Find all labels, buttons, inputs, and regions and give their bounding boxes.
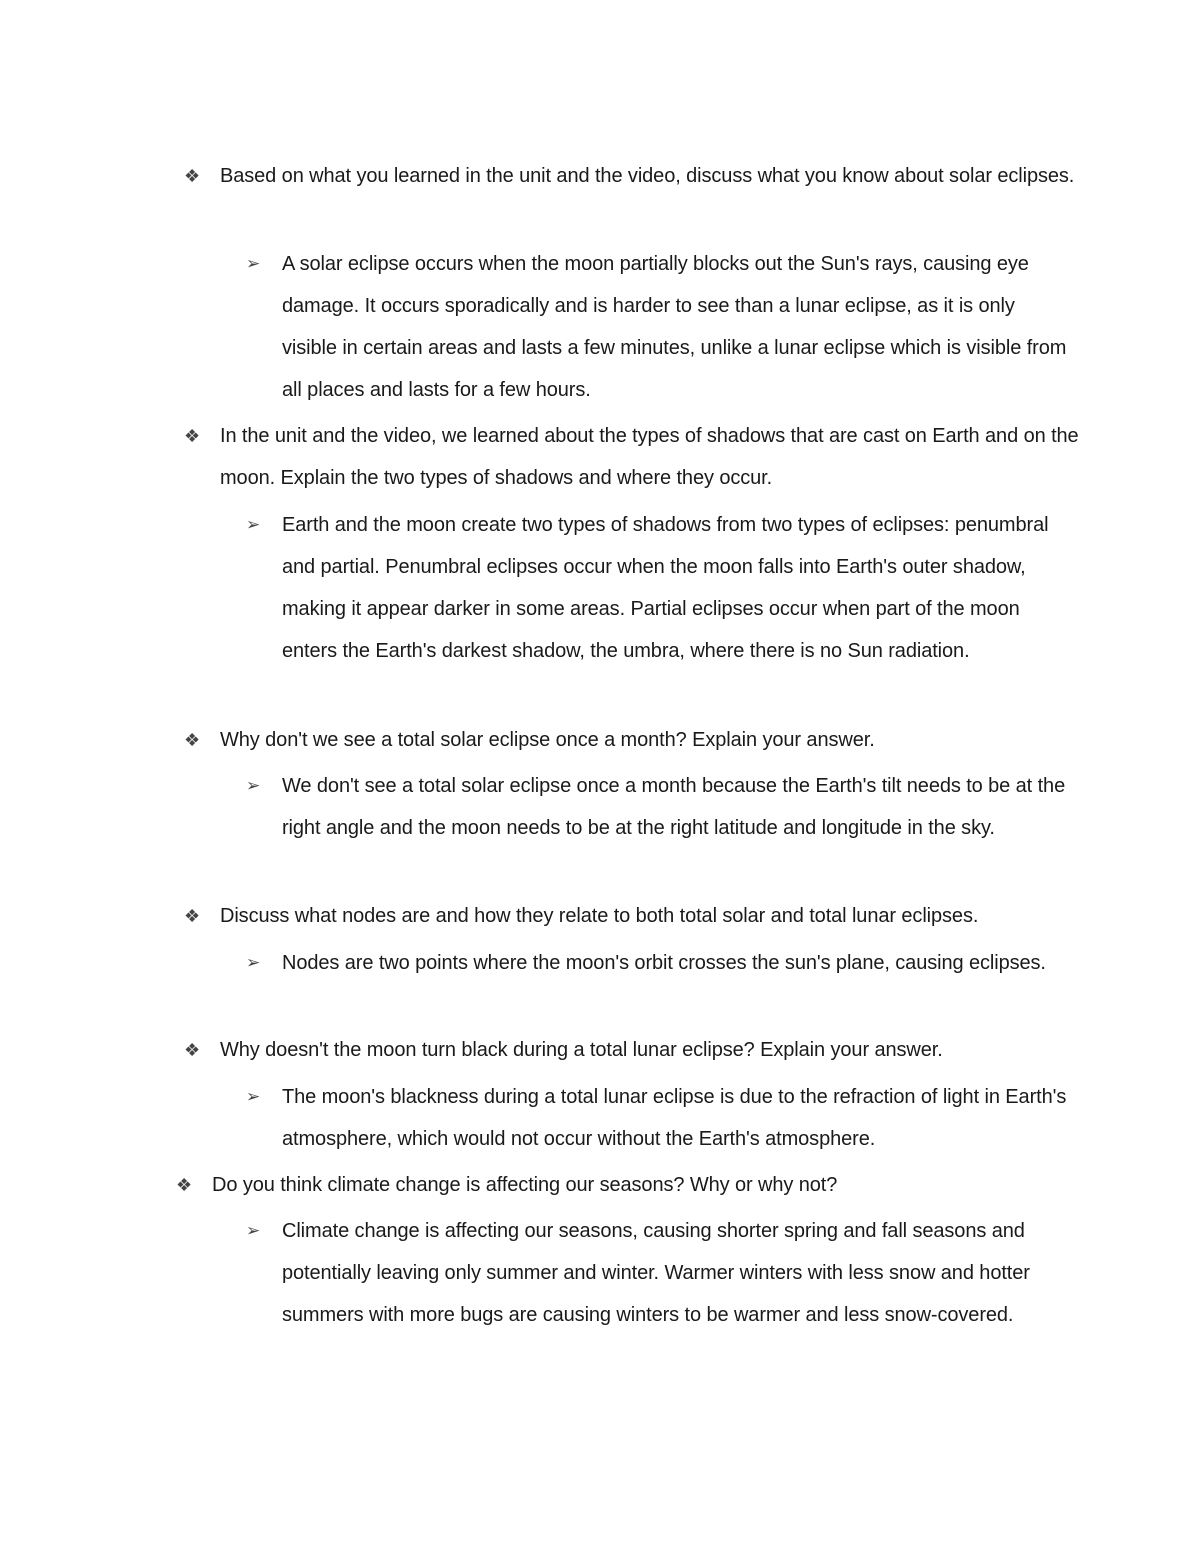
diamond-bullet-icon: ❖ bbox=[184, 166, 201, 186]
diamond-bullet-icon: ❖ bbox=[184, 1040, 201, 1060]
answer-text: A solar eclipse occurs when the moon partially blocks out the Sun's rays, causing eye damage. It occurs sporadically and is harder to see than a lunar eclipse, as it is only visible in certain areas and lasts a few minutes, unlike a lunar eclipse which is visible from all places and lasts for a few hours. bbox=[282, 253, 1067, 401]
question-4 bbox=[184, 895, 1080, 937]
diamond-bullet-icon: ❖ bbox=[184, 426, 201, 446]
answer-text: Climate change is affecting our seasons, causing shorter spring and fall seasons and potentially leaving only summer and winter. Warmer winters with less snow and hotter summers with more bugs are causing winters to be warmer and less snow-covered. bbox=[282, 1220, 1030, 1326]
answer-text: The moon's blackness during a total lunar eclipse is due to the refraction of light in Earth's atmosphere, which would not occur without the Earth's atmosphere. bbox=[282, 1086, 1067, 1150]
answer-text: Earth and the moon create two types of shadows from two types of eclipses: penumbral and partial. Penumbral eclipses occur when the moon falls into Earth's outer shadow, making it appear darker in some areas. Partial eclipses occur when part of the moon enters the Earth's darkest shadow, the umbra, where there is no Sun radiation. bbox=[282, 514, 1049, 662]
question-3 bbox=[184, 719, 1080, 761]
question-text: In the unit and the video, we learned about the types of shadows that are cast on Earth and on the moon. Explain the two types of shadows and where they occur. bbox=[220, 425, 1079, 489]
diamond-bullet-icon: ❖ bbox=[176, 1175, 193, 1195]
question-6 bbox=[176, 1164, 1072, 1206]
answer-text: Nodes are two points where the moon's orbit crosses the sun's plane, causing eclipses. bbox=[282, 952, 1046, 974]
answer-1 bbox=[246, 243, 1072, 411]
question-text: Discuss what nodes are and how they relate to both total solar and total lunar eclipses. bbox=[220, 905, 979, 927]
answer-2 bbox=[246, 504, 1072, 672]
question-1 bbox=[184, 155, 1080, 197]
answer-6 bbox=[246, 1210, 1072, 1336]
arrow-bullet-icon: ➢ bbox=[246, 254, 261, 273]
answer-4 bbox=[246, 942, 1072, 984]
arrow-bullet-icon: ➢ bbox=[246, 1221, 261, 1240]
question-5 bbox=[184, 1029, 1080, 1071]
question-2 bbox=[184, 415, 1080, 499]
arrow-bullet-icon: ➢ bbox=[246, 776, 261, 795]
question-text: Based on what you learned in the unit and the video, discuss what you know about solar eclipses. bbox=[220, 165, 1075, 187]
answer-3 bbox=[246, 765, 1072, 849]
question-text: Do you think climate change is affecting our seasons? Why or why not? bbox=[212, 1174, 838, 1196]
question-text: Why doesn't the moon turn black during a total lunar eclipse? Explain your answer. bbox=[220, 1039, 943, 1061]
arrow-bullet-icon: ➢ bbox=[246, 953, 261, 972]
arrow-bullet-icon: ➢ bbox=[246, 1087, 261, 1106]
diamond-bullet-icon: ❖ bbox=[184, 906, 201, 926]
arrow-bullet-icon: ➢ bbox=[246, 515, 261, 534]
answer-text: We don't see a total solar eclipse once a month because the Earth's tilt needs to be at the right angle and the moon needs to be at the right latitude and longitude in the sky. bbox=[282, 775, 1066, 839]
diamond-bullet-icon: ❖ bbox=[184, 730, 201, 750]
answer-5 bbox=[246, 1076, 1072, 1160]
question-text: Why don't we see a total solar eclipse once a month? Explain your answer. bbox=[220, 729, 875, 751]
